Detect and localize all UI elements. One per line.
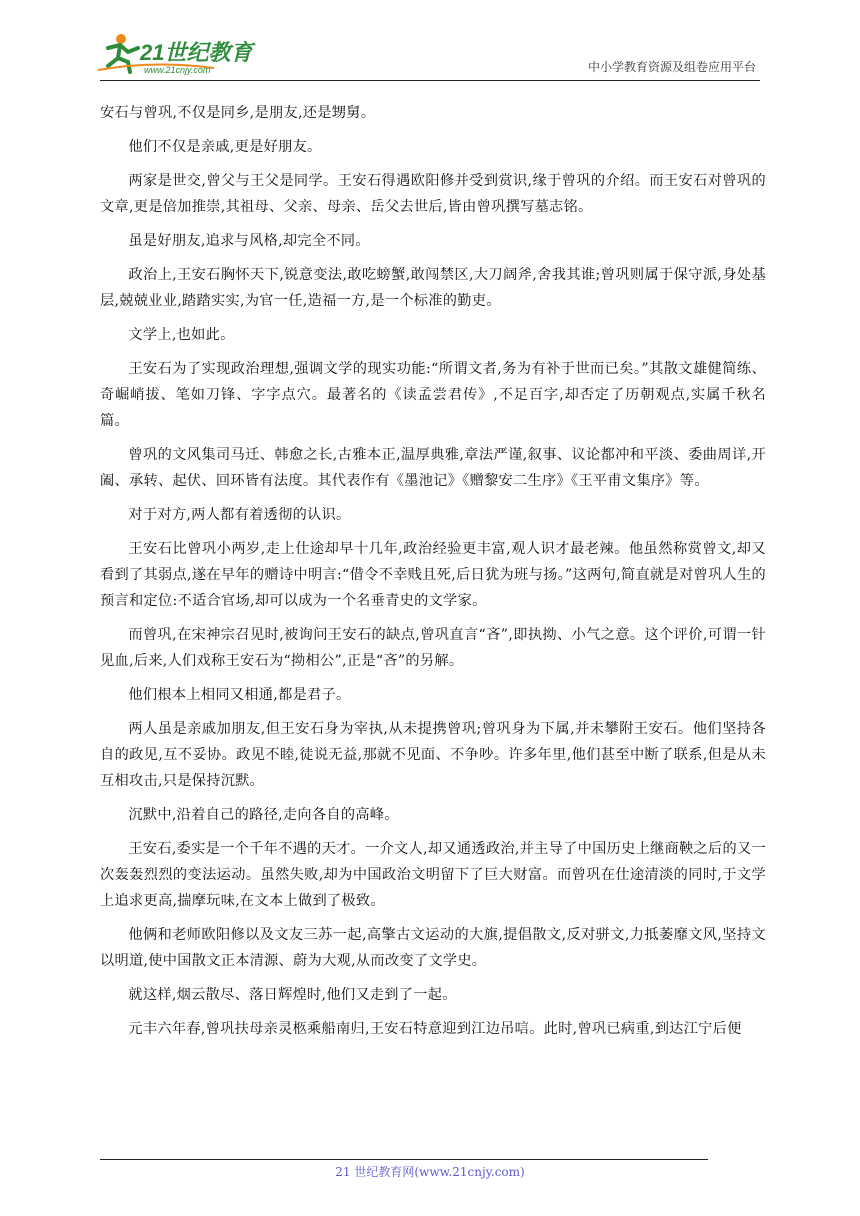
page-header	[100, 30, 760, 81]
paragraph: 而曾巩,在宋神宗召见时,被询问王安石的缺点,曾巩直言“吝”,即执拗、小气之意。这个评价,可谓一针见血,后来,人们戏称王安石为“拗相公”,正是“吝”的另解。	[100, 627, 766, 669]
runner-logo-icon	[94, 30, 264, 76]
paragraph: 安石与曾巩,不仅是同乡,是朋友,还是甥舅。	[100, 105, 376, 121]
paragraph: 他俩和老师欧阳修以及文友三苏一起,高擎古文运动的大旗,提倡散文,反对骈文,力抵萎靡文风,坚持文以明道,使中国散文正本清源、蔚为大观,从而改变了文学史。	[100, 927, 766, 969]
paragraph: 两人虽是亲戚加朋友,但王安石身为宰执,从未提携曾巩;曾巩身为下属,并未攀附王安石。他们坚持各自的政见,互不妥协。政见不睦,徒说无益,那就不见面、不争吵。许多年里,他们甚至中断了联系,但是从未互相攻击,只是保持沉默。	[100, 721, 766, 789]
paragraph: 王安石,委实是一个千年不遇的天才。一介文人,却又通透政治,并主导了中国历史上继商鞅之后的又一次轰轰烈烈的变法运动。虽然失败,却为中国政治文明留下了巨大财富。而曾巩在仕途清淡的同时,于文学上追求更高,揣摩玩味,在文本上做到了极致。	[100, 841, 766, 909]
paragraph: 王安石为了实现政治理想,强调文学的现实功能:“所谓文者,务为有补于世而已矣。”其散文雄健简练、奇崛峭拔、笔如刀锋、字字点穴。最著名的《读孟尝君传》,不足百字,却否定了历朝观点,实属千秋名篇。	[100, 361, 766, 429]
footer-link[interactable]: 21 世纪教育网(www.21cnjy.com)	[335, 1165, 525, 1179]
paragraph: 王安石比曾巩小两岁,走上仕途却早十几年,政治经验更丰富,观人识才最老辣。他虽然称赏曾文,却又看到了其弱点,遂在早年的赠诗中明言:“借令不幸贱且死,后日犹为班与扬。”这两句,简直就是对曾巩人生的预言和定位:不适合官场,却可以成为一个名垂青史的文学家。	[100, 541, 766, 609]
paragraph: 他们根本上相同又相通,都是君子。	[128, 687, 351, 703]
paragraph: 元丰六年春,曾巩扶母亲灵柩乘船南归,王安石特意迎到江边吊唁。此时,曾巩已病重,到达江宁后便	[128, 1021, 742, 1037]
platform-title: 中小学教育资源及组卷应用平台	[587, 60, 756, 74]
paragraph: 对于对方,两人都有着透彻的认识。	[128, 507, 351, 523]
paragraph: 虽是好朋友,追求与风格,却完全不同。	[128, 233, 370, 249]
article-body	[100, 100, 766, 1050]
paragraph: 两家是世交,曾父与王父是同学。王安石得遇欧阳修并受到赏识,缘于曾巩的介绍。而王安石对曾巩的文章,更是倍加推崇,其祖母、父亲、母亲、岳父去世后,皆由曾巩撰写墓志铭。	[100, 173, 766, 215]
logo-url-text: www.21cnjy.com	[144, 65, 211, 75]
paragraph: 文学上,也如此。	[128, 327, 235, 343]
site-logo[interactable]	[94, 30, 264, 76]
paragraph: 沉默中,沿着自己的路径,走向各自的高峰。	[128, 807, 399, 823]
paragraph: 政治上,王安石胸怀天下,锐意变法,敢吃螃蟹,敢闯禁区,大刀阔斧,舍我其谁;曾巩则属于保守派,身处基层,兢兢业业,踏踏实实,为官一任,造福一方,是一个标准的勤吏。	[100, 267, 766, 309]
footer-divider	[100, 1159, 708, 1160]
paragraph: 曾巩的文风集司马迁、韩愈之长,古雅本正,温厚典雅,章法严谨,叙事、议论都冲和平淡、委曲周详,开阖、承转、起伏、回环皆有法度。其代表作有《墨池记》《赠黎安二生序》《王平甫文集序》等。	[100, 447, 766, 489]
paragraph: 就这样,烟云散尽、落日辉煌时,他们又走到了一起。	[128, 987, 457, 1003]
paragraph: 他们不仅是亲戚,更是好朋友。	[128, 139, 322, 155]
logo-text: 21世纪教育	[140, 40, 253, 65]
